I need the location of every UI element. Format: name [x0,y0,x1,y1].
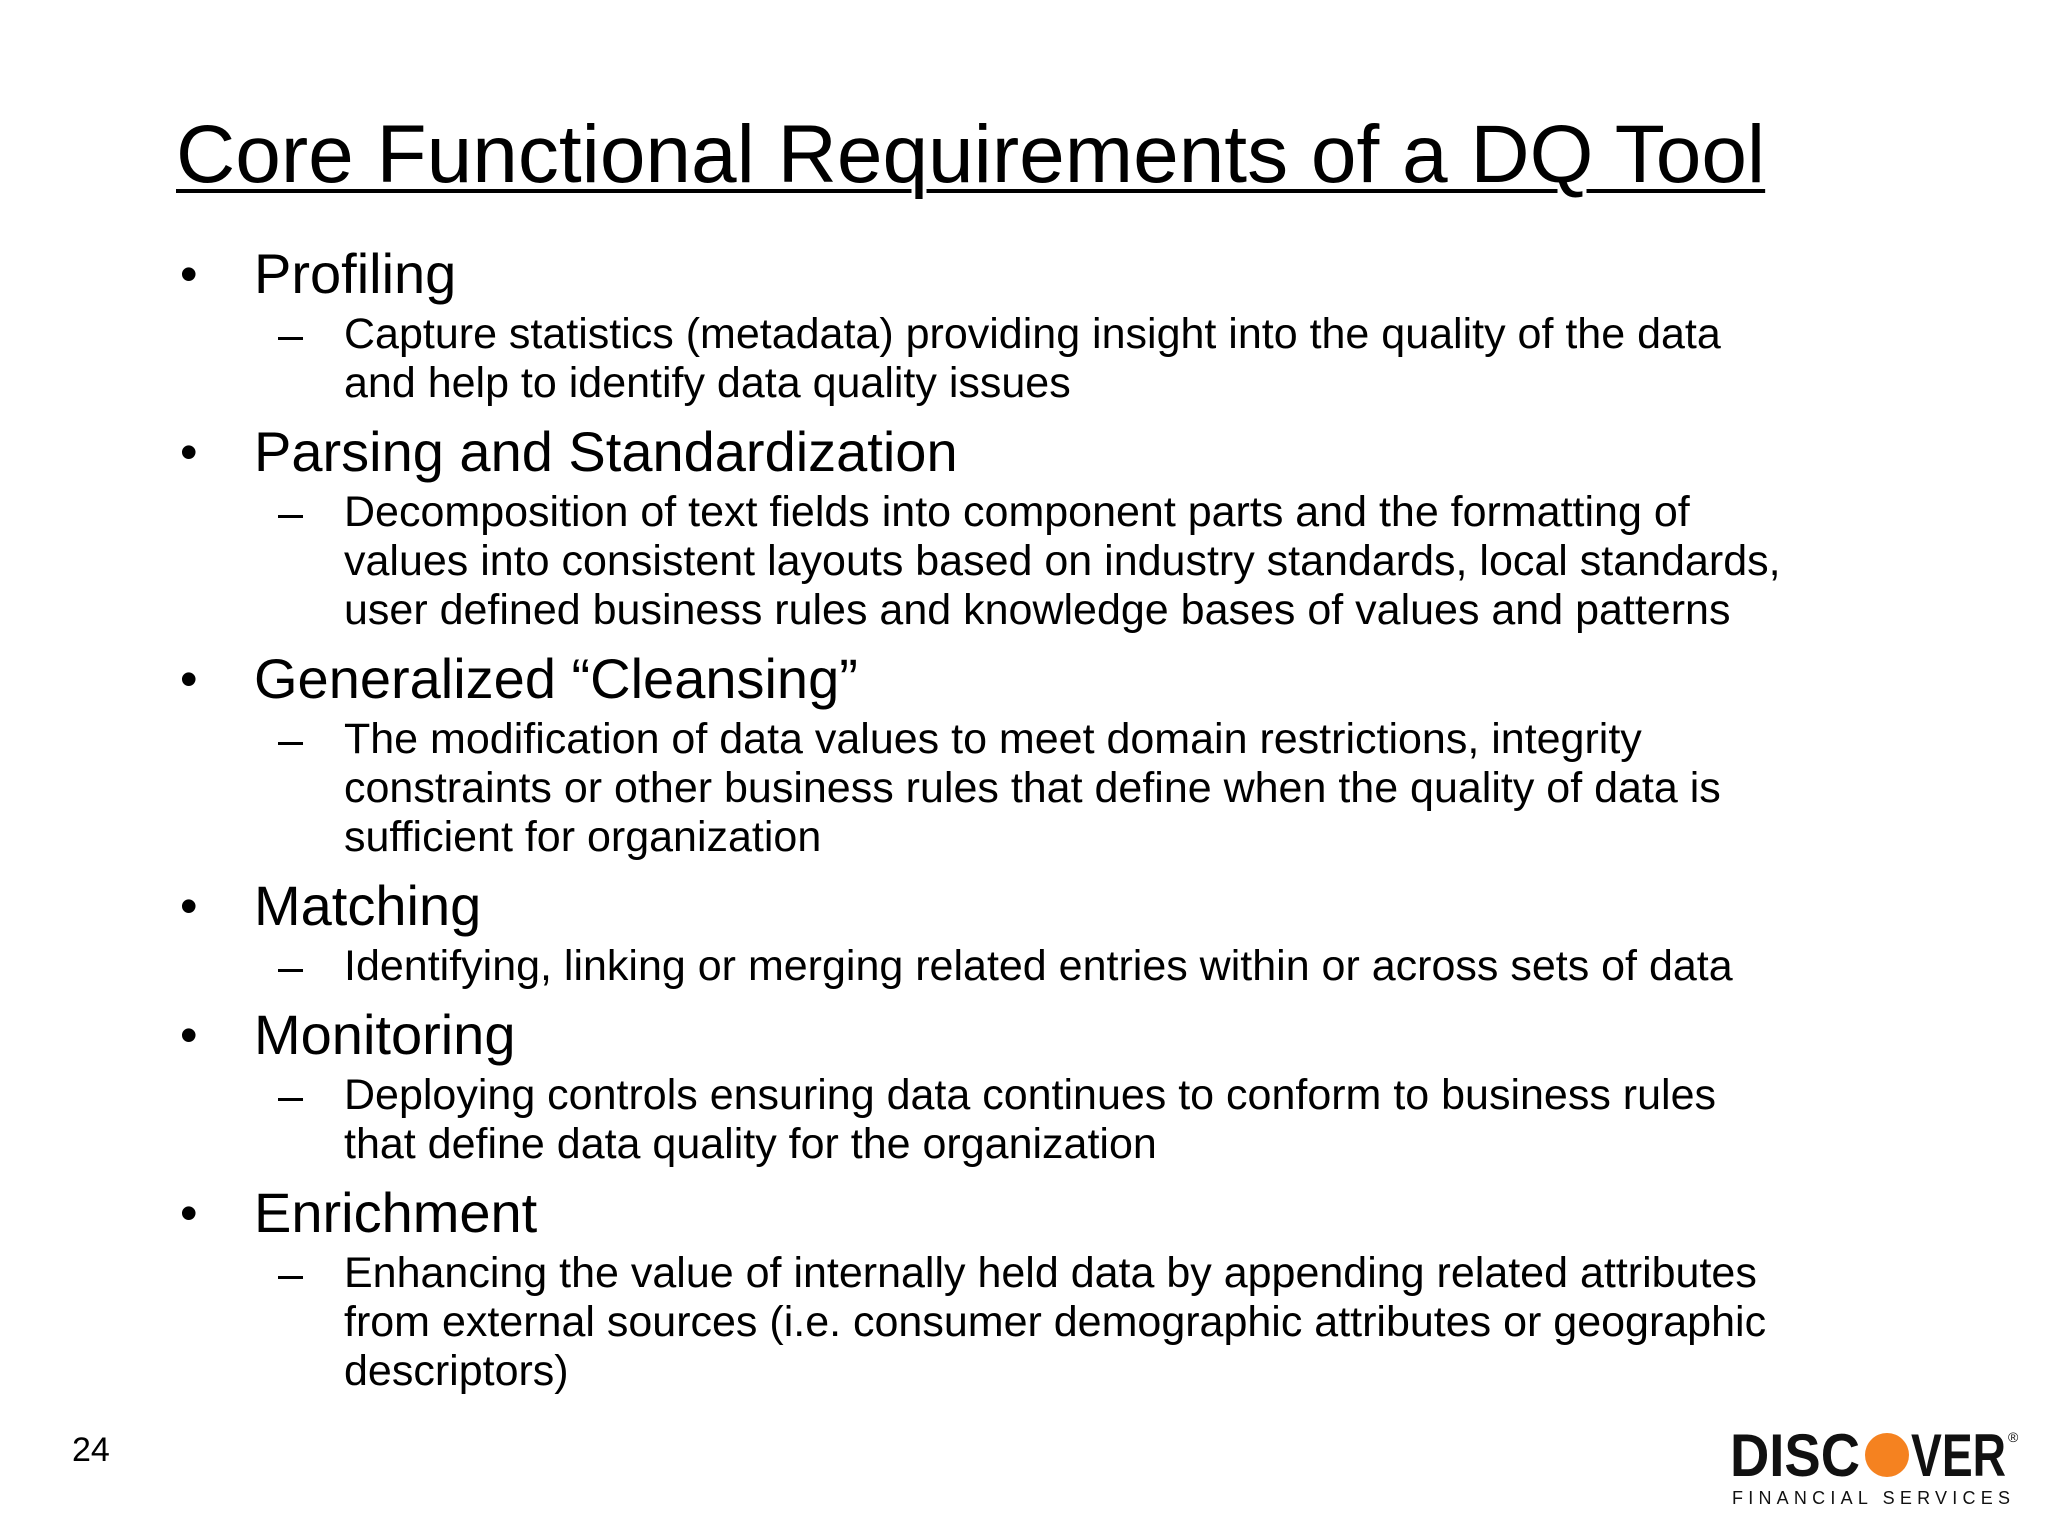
slide-title: Core Functional Requirements of a DQ Tool [176,109,1766,200]
sub-dash: – [278,941,304,992]
sub-line: and help to identify data quality issues [344,359,1071,407]
bullet-label: Enrichment [254,1181,538,1244]
bullet-dot: • [180,651,198,707]
sub-item [176,1249,1896,1396]
sub-line: Enhancing the value of internally held data by appending related attributes [344,1249,1757,1297]
sub-item [176,310,1896,408]
logo-text-suffix: VER [1911,1424,2006,1489]
sub-line: The modification of data values to meet domain restrictions, integrity [344,715,1642,763]
sub-item [176,715,1896,862]
bullet-item [176,643,1896,862]
bullet-item [176,999,1896,1169]
bullet-item [176,238,1896,408]
sub-line: user defined business rules and knowledge bases of values and patterns [344,586,1731,634]
bullet-dot: • [180,424,198,480]
bullet-dot: • [180,246,198,302]
sub-dash: – [278,487,304,538]
bullet-label: Generalized “Cleansing” [254,647,858,710]
bullet-item [176,870,1896,991]
sub-line: Identifying, linking or merging related entries within or across sets of data [344,942,1733,990]
sub-dash: – [278,1070,304,1121]
bullet-dot: • [180,1185,198,1241]
bullet-item [176,1177,1896,1396]
sub-dash: – [278,1248,304,1299]
sub-item [176,1071,1896,1169]
logo-text-prefix: DISC [1730,1424,1860,1489]
bullet-dot: • [180,878,198,934]
bullet-label: Parsing and Standardization [254,420,958,483]
sub-line: sufficient for organization [344,813,822,861]
sub-line: values into consistent layouts based on industry standards, local standards, [344,537,1781,585]
sub-line: Capture statistics (metadata) providing insight into the quality of the data [344,310,1721,358]
logo-orange-o-icon [1865,1433,1909,1477]
bullet-label: Monitoring [254,1003,516,1066]
sub-line: Decomposition of text fields into component parts and the formatting of [344,488,1690,536]
sub-line: that define data quality for the organization [344,1120,1157,1168]
bullet-item [176,416,1896,635]
bullet-label: Profiling [254,242,457,305]
logo-registered-mark: ® [2008,1429,2019,1445]
sub-line: from external sources (i.e. consumer demographic attributes or geographic [344,1298,1767,1346]
sub-line: Deploying controls ensuring data continues to conform to business rules [344,1071,1716,1119]
sub-dash: – [278,309,304,360]
sub-line: constraints or other business rules that define when the quality of data is [344,764,1721,812]
bullet-label: Matching [254,874,482,937]
logo-subtext: FINANCIAL SERVICES [1732,1488,2010,1508]
sub-dash: – [278,714,304,765]
sub-line: descriptors) [344,1347,569,1395]
bullet-dot: • [180,1007,198,1063]
page-number: 24 [72,1431,110,1469]
sub-item [176,942,1896,991]
sub-item [176,488,1896,635]
discover-logo [1730,1424,2020,1508]
bullet-list [176,238,1896,1396]
